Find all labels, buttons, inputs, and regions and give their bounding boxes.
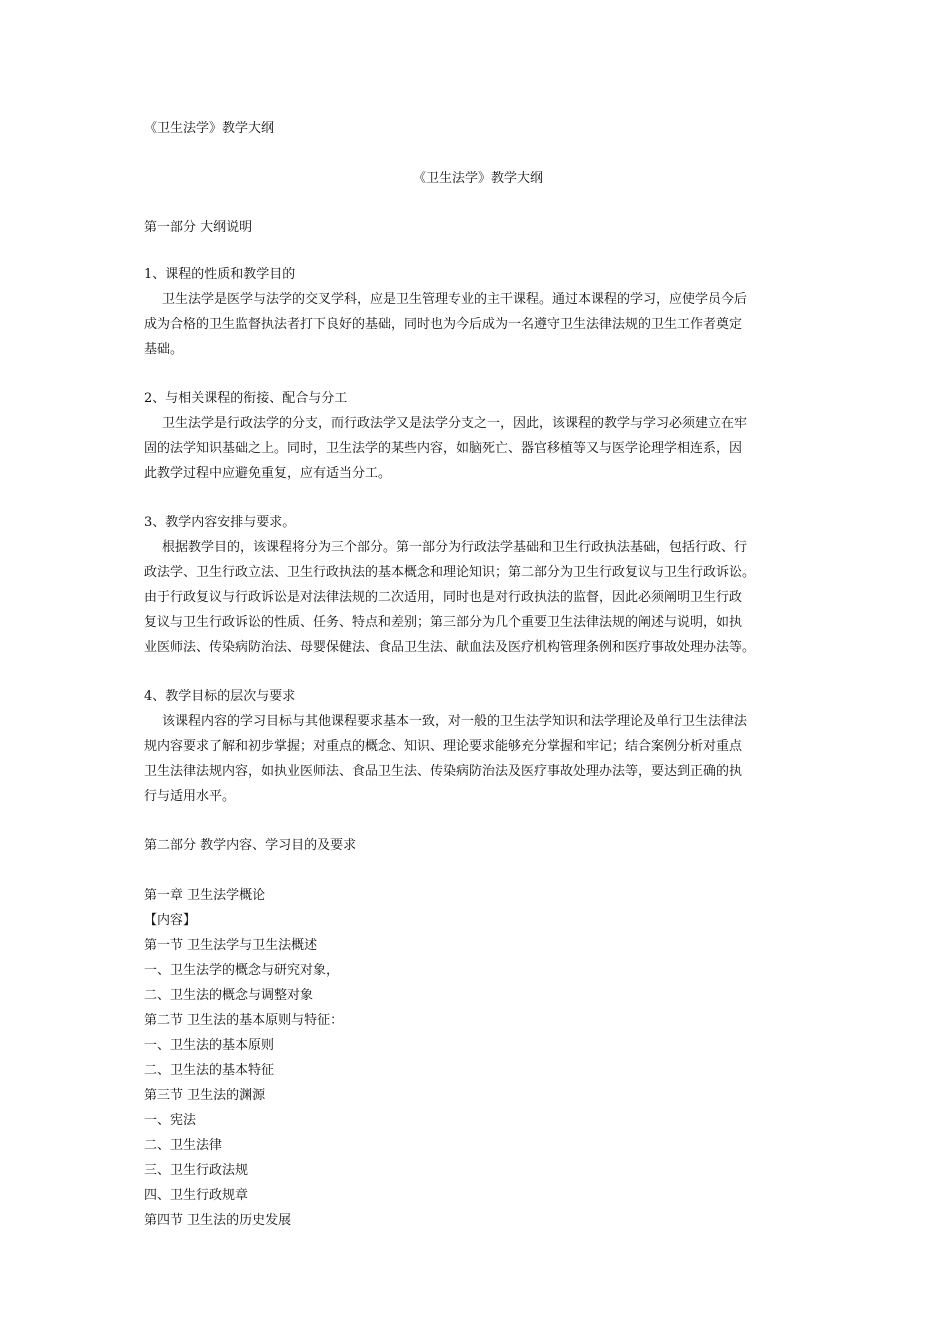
section2-heading: 2、与相关课程的衔接、配合与分工	[144, 391, 348, 406]
part2-heading: 第二部分 教学内容、学习目的及要求	[144, 838, 357, 853]
chapter1-item: 一、宪法	[144, 1113, 197, 1128]
section1-line: 基础。	[144, 342, 184, 357]
section2-line: 卫生法学是行政法学的分支，而行政法学又是法学分支之一，因此，该课程的教学与学习必须建立在牢	[162, 416, 748, 431]
main-title: 《卫生法学》教学大纲	[412, 171, 543, 186]
part1-heading: 第一部分 大纲说明	[144, 220, 253, 235]
section3-line: 政法学、卫生行政立法、卫生行政执法的基本概念和理论知识；第二部分为卫生行政复议与卫生行政诉讼。	[144, 565, 756, 580]
chapter1-item: 二、卫生法的基本特征	[144, 1063, 275, 1078]
top-title: 《卫生法学》教学大纲	[144, 121, 275, 136]
chapter1-item: 第四节 卫生法的历史发展	[144, 1213, 292, 1228]
section1-heading: 1、课程的性质和教学目的	[144, 267, 296, 282]
content-label: 【内容】	[144, 913, 197, 928]
section3-heading: 3、教学内容安排与要求。	[144, 515, 296, 530]
chapter1-item: 二、卫生法律	[144, 1138, 223, 1153]
chapter1-item: 二、卫生法的概念与调整对象	[144, 988, 314, 1003]
chapter1-item: 一、卫生法学的概念与研究对象，	[144, 963, 340, 978]
section4-line: 规内容要求了解和初步掌握；对重点的概念、知识、理论要求能够充分掌握和牢记；结合案例分析对重点	[144, 739, 743, 754]
section3-line: 根据教学目的，该课程将分为三个部分。第一部分为行政法学基础和卫生行政执法基础，包括行政、行	[162, 540, 748, 555]
section1-line: 成为合格的卫生监督执法者打下良好的基础，同时也为今后成为一名遵守卫生法律法规的卫生工作者奠定	[144, 317, 743, 332]
section3-line: 复议与卫生行政诉讼的性质、任务、特点和差别；第三部分为几个重要卫生法律法规的阐述与说明，如执	[144, 615, 743, 630]
section1-line: 卫生法学是医学与法学的交叉学科，应是卫生管理专业的主干课程。通过本课程的学习，应使学员今后	[162, 292, 748, 307]
section2-line: 此教学过程中应避免重复，应有适当分工。	[144, 466, 392, 481]
chapter1-item: 三、卫生行政法规	[144, 1163, 249, 1178]
section3-line: 业医师法、传染病防治法、母婴保健法、食品卫生法、献血法及医疗机构管理条例和医疗事故处理办法等。	[144, 640, 756, 655]
section4-line: 卫生法律法规内容，如执业医师法、食品卫生法、传染病防治法及医疗事故处理办法等，要达到正确的执	[144, 764, 743, 779]
section4-line: 该课程内容的学习目标与其他课程要求基本一致，对一般的卫生法学知识和法学理论及单行卫生法律法	[162, 714, 748, 729]
chapter1-heading: 第一章 卫生法学概论	[144, 888, 266, 903]
chapter1-item: 第二节 卫生法的基本原则与特征：	[144, 1013, 344, 1028]
section3-line: 由于行政复议与行政诉讼是对法律法规的二次适用，同时也是对行政执法的监督，因此必须阐明卫生行政	[144, 590, 743, 605]
section4-heading: 4、教学目标的层次与要求	[144, 689, 296, 704]
section4-line: 行与适用水平。	[144, 789, 236, 804]
chapter1-item: 四、卫生行政规章	[144, 1188, 249, 1203]
chapter1-item: 第一节 卫生法学与卫生法概述	[144, 938, 318, 953]
section2-line: 固的法学知识基础之上。同时，卫生法学的某些内容，如脑死亡、器官移植等又与医学论理学相连系，因	[144, 441, 743, 456]
chapter1-item: 第三节 卫生法的渊源	[144, 1088, 266, 1103]
chapter1-item: 一、卫生法的基本原则	[144, 1038, 275, 1053]
